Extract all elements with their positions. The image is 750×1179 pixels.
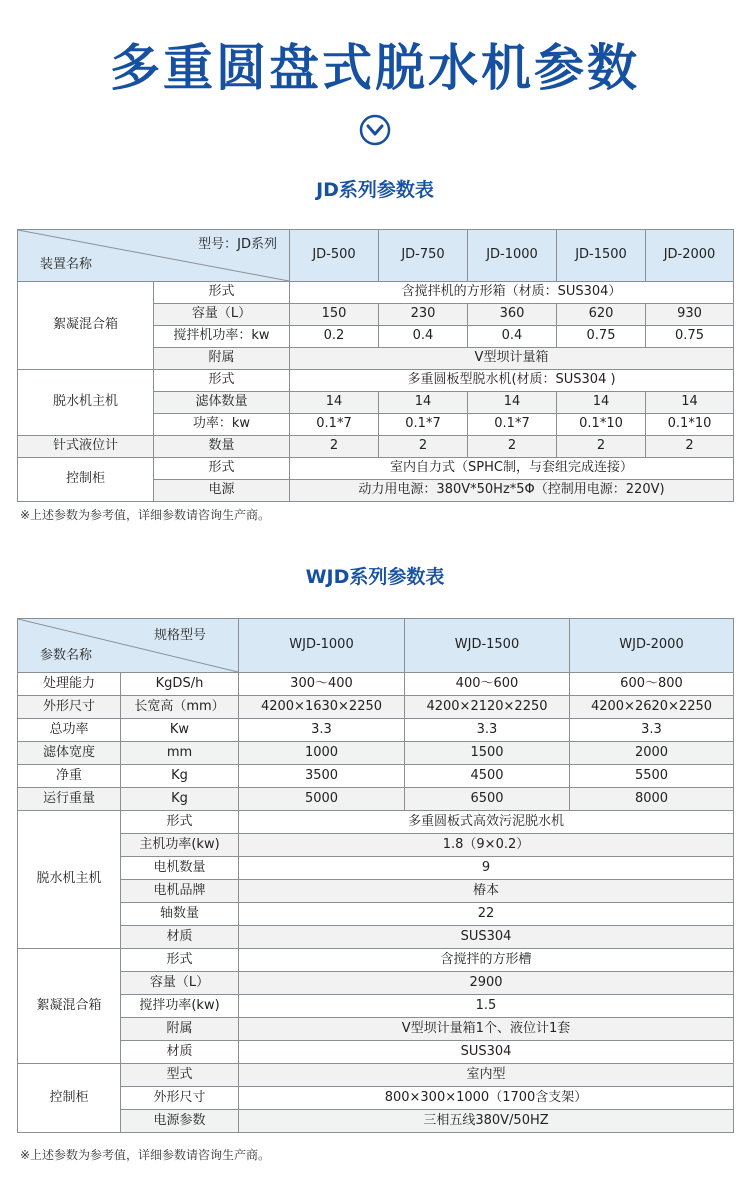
jd-note: ※上述参数为参考值，详细参数请咨询生产商。 xyxy=(20,508,271,522)
cell-value: 2 xyxy=(468,436,557,458)
wjd-corner-cell xyxy=(18,619,239,673)
cell-value: 3.3 xyxy=(405,719,570,742)
jd-group-gauge: 针式液位计 xyxy=(18,436,154,458)
jd-spec-table xyxy=(17,229,734,502)
table-row xyxy=(18,880,734,903)
table-row xyxy=(18,1110,734,1133)
wjd-model-header: WJD-2000 xyxy=(570,619,734,673)
cell-value: 多重圆板式高效污泥脱水机 xyxy=(239,811,734,834)
cell-value: 0.1*7 xyxy=(290,414,379,436)
table-row xyxy=(18,788,734,811)
cell-value: 0.4 xyxy=(468,326,557,348)
wjd-group-cabinet: 控制柜 xyxy=(18,1064,121,1133)
row-label: 形式 xyxy=(154,370,290,392)
cell-value: 3.3 xyxy=(239,719,405,742)
row-label: 型式 xyxy=(121,1064,239,1087)
cell-value: 800×300×1000（1700含支架） xyxy=(239,1087,734,1110)
table-row xyxy=(18,436,734,458)
table-row xyxy=(18,1041,734,1064)
wjd-col-label: 规格型号 xyxy=(153,628,206,643)
cell-value: 3500 xyxy=(239,765,405,788)
table-row xyxy=(18,995,734,1018)
cell-value: 三相五线380V/50HZ xyxy=(239,1110,734,1133)
jd-model-header: JD-1500 xyxy=(557,230,646,282)
wjd-note: ※上述参数为参考值，详细参数请咨询生产商。 xyxy=(20,1148,271,1162)
wjd-header-row xyxy=(18,619,734,673)
cell-value: 0.4 xyxy=(379,326,468,348)
cell-value: 14 xyxy=(646,392,734,414)
cell-value: 1.5 xyxy=(239,995,734,1018)
table-row xyxy=(18,370,734,392)
cell-value: 4500 xyxy=(405,765,570,788)
jd-col-label: 型号：JD系列 xyxy=(198,237,277,252)
table-row xyxy=(18,949,734,972)
cell-value: 2000 xyxy=(570,742,734,765)
cell-value: 8000 xyxy=(570,788,734,811)
cell-value: 含搅拌的方形槽 xyxy=(239,949,734,972)
table-row xyxy=(18,926,734,949)
cell-value: 14 xyxy=(557,392,646,414)
row-label: 电机数量 xyxy=(121,857,239,880)
cell-value: 5500 xyxy=(570,765,734,788)
cell-value: 0.1*7 xyxy=(468,414,557,436)
cell-value: 2 xyxy=(290,436,379,458)
wjd-row-label: 参数名称 xyxy=(40,647,93,663)
row-label: 外形尺寸 xyxy=(18,696,121,719)
cell-value: 含搅拌机的方形箱（材质：SUS304） xyxy=(290,282,734,304)
cell-value: 0.75 xyxy=(646,326,734,348)
row-label: 材质 xyxy=(121,1041,239,1064)
cell-value: 0.1*10 xyxy=(646,414,734,436)
jd-model-header: JD-1000 xyxy=(468,230,557,282)
wjd-model-header: WJD-1000 xyxy=(239,619,405,673)
row-label: 功率：kw xyxy=(154,414,290,436)
table-row xyxy=(18,903,734,926)
cell-value: SUS304 xyxy=(239,1041,734,1064)
wjd-group-main: 脱水机主机 xyxy=(18,811,121,949)
cell-value: SUS304 xyxy=(239,926,734,949)
cell-value: 930 xyxy=(646,304,734,326)
row-label: 运行重量 xyxy=(18,788,121,811)
row-label: 处理能力 xyxy=(18,673,121,696)
cell-value: 600～800 xyxy=(570,673,734,696)
cell-value: 360 xyxy=(468,304,557,326)
table-row xyxy=(18,811,734,834)
cell-value: 14 xyxy=(379,392,468,414)
table-row xyxy=(18,719,734,742)
cell-value: 14 xyxy=(290,392,379,414)
cell-value: 1500 xyxy=(405,742,570,765)
cell-value: 0.2 xyxy=(290,326,379,348)
cell-value: 2 xyxy=(646,436,734,458)
row-unit: Kw xyxy=(121,719,239,742)
row-label: 形式 xyxy=(154,458,290,480)
cell-value: 室内型 xyxy=(239,1064,734,1087)
cell-value: 2 xyxy=(557,436,646,458)
table-row xyxy=(18,834,734,857)
cell-value: 0.1*7 xyxy=(379,414,468,436)
jd-group-main: 脱水机主机 xyxy=(18,370,154,436)
jd-row-label: 装置名称 xyxy=(40,256,93,272)
cell-value: 4200×2120×2250 xyxy=(405,696,570,719)
cell-value: 2900 xyxy=(239,972,734,995)
cell-value: 6500 xyxy=(405,788,570,811)
cell-value: 椿本 xyxy=(239,880,734,903)
row-label: 容量（L） xyxy=(154,304,290,326)
row-label: 总功率 xyxy=(18,719,121,742)
row-label: 形式 xyxy=(121,811,239,834)
jd-model-header: JD-2000 xyxy=(646,230,734,282)
row-label: 电源参数 xyxy=(121,1110,239,1133)
row-label: 容量（L） xyxy=(121,972,239,995)
table-row xyxy=(18,765,734,788)
jd-header-row xyxy=(18,230,734,282)
row-label: 形式 xyxy=(154,282,290,304)
cell-value: 4200×1630×2250 xyxy=(239,696,405,719)
row-label: 材质 xyxy=(121,926,239,949)
row-label: 形式 xyxy=(121,949,239,972)
cell-value: 400～600 xyxy=(405,673,570,696)
cell-value: V型坝计量箱1个、液位计1套 xyxy=(239,1018,734,1041)
row-unit: 长宽高（mm） xyxy=(121,696,239,719)
row-label: 附属 xyxy=(121,1018,239,1041)
table-row xyxy=(18,742,734,765)
wjd-group-mixing: 絮凝混合箱 xyxy=(18,949,121,1064)
jd-group-mixing: 絮凝混合箱 xyxy=(18,282,154,370)
row-label: 外形尺寸 xyxy=(121,1087,239,1110)
cell-value: 0.1*10 xyxy=(557,414,646,436)
row-label: 主机功率(kw) xyxy=(121,834,239,857)
cell-value: V型坝计量箱 xyxy=(290,348,734,370)
diagonal-line xyxy=(18,619,238,672)
cell-value: 多重圆板型脱水机(材质：SUS304 ) xyxy=(290,370,734,392)
table-row xyxy=(18,696,734,719)
row-unit: KgDS/h xyxy=(121,673,239,696)
row-label: 净重 xyxy=(18,765,121,788)
wjd-spec-table xyxy=(17,618,734,1133)
cell-value: 300～400 xyxy=(239,673,405,696)
cell-value: 5000 xyxy=(239,788,405,811)
jd-model-header: JD-500 xyxy=(290,230,379,282)
table-row xyxy=(18,1018,734,1041)
row-unit: Kg xyxy=(121,788,239,811)
cell-value: 4200×2620×2250 xyxy=(570,696,734,719)
cell-value: 动力用电源：380V*50Hz*5Φ（控制用电源：220V) xyxy=(290,480,734,502)
jd-corner-cell xyxy=(18,230,290,282)
row-label: 附属 xyxy=(154,348,290,370)
wjd-model-header: WJD-1500 xyxy=(405,619,570,673)
cell-value: 22 xyxy=(239,903,734,926)
cell-value: 620 xyxy=(557,304,646,326)
table-row xyxy=(18,1064,734,1087)
jd-model-header: JD-750 xyxy=(379,230,468,282)
row-label: 电机品牌 xyxy=(121,880,239,903)
table-row xyxy=(18,673,734,696)
cell-value: 14 xyxy=(468,392,557,414)
row-label: 电源 xyxy=(154,480,290,502)
row-unit: mm xyxy=(121,742,239,765)
table-row xyxy=(18,857,734,880)
page-title: 多重圆盘式脱水机参数 xyxy=(110,39,640,97)
row-label: 数量 xyxy=(154,436,290,458)
cell-value: 1000 xyxy=(239,742,405,765)
table-row xyxy=(18,1087,734,1110)
row-label: 搅拌机功率：kw xyxy=(154,326,290,348)
cell-value: 3.3 xyxy=(570,719,734,742)
cell-value: 室内自力式（SPHC制，与套组完成连接） xyxy=(290,458,734,480)
cell-value: 1.8（9×0.2） xyxy=(239,834,734,857)
jd-group-cabinet: 控制柜 xyxy=(18,458,154,502)
cell-value: 9 xyxy=(239,857,734,880)
chevron-down-circle-icon xyxy=(359,114,391,146)
row-label: 轴数量 xyxy=(121,903,239,926)
cell-value: 230 xyxy=(379,304,468,326)
row-unit: Kg xyxy=(121,765,239,788)
cell-value: 0.75 xyxy=(557,326,646,348)
wjd-table-title: WJD系列参数表 xyxy=(305,566,445,588)
cell-value: 150 xyxy=(290,304,379,326)
table-row xyxy=(18,282,734,304)
table-row xyxy=(18,972,734,995)
row-label: 滤体宽度 xyxy=(18,742,121,765)
cell-value: 2 xyxy=(379,436,468,458)
table-row xyxy=(18,458,734,480)
row-label: 滤体数量 xyxy=(154,392,290,414)
row-label: 搅拌功率(kw) xyxy=(121,995,239,1018)
jd-table-title: JD系列参数表 xyxy=(316,179,434,201)
